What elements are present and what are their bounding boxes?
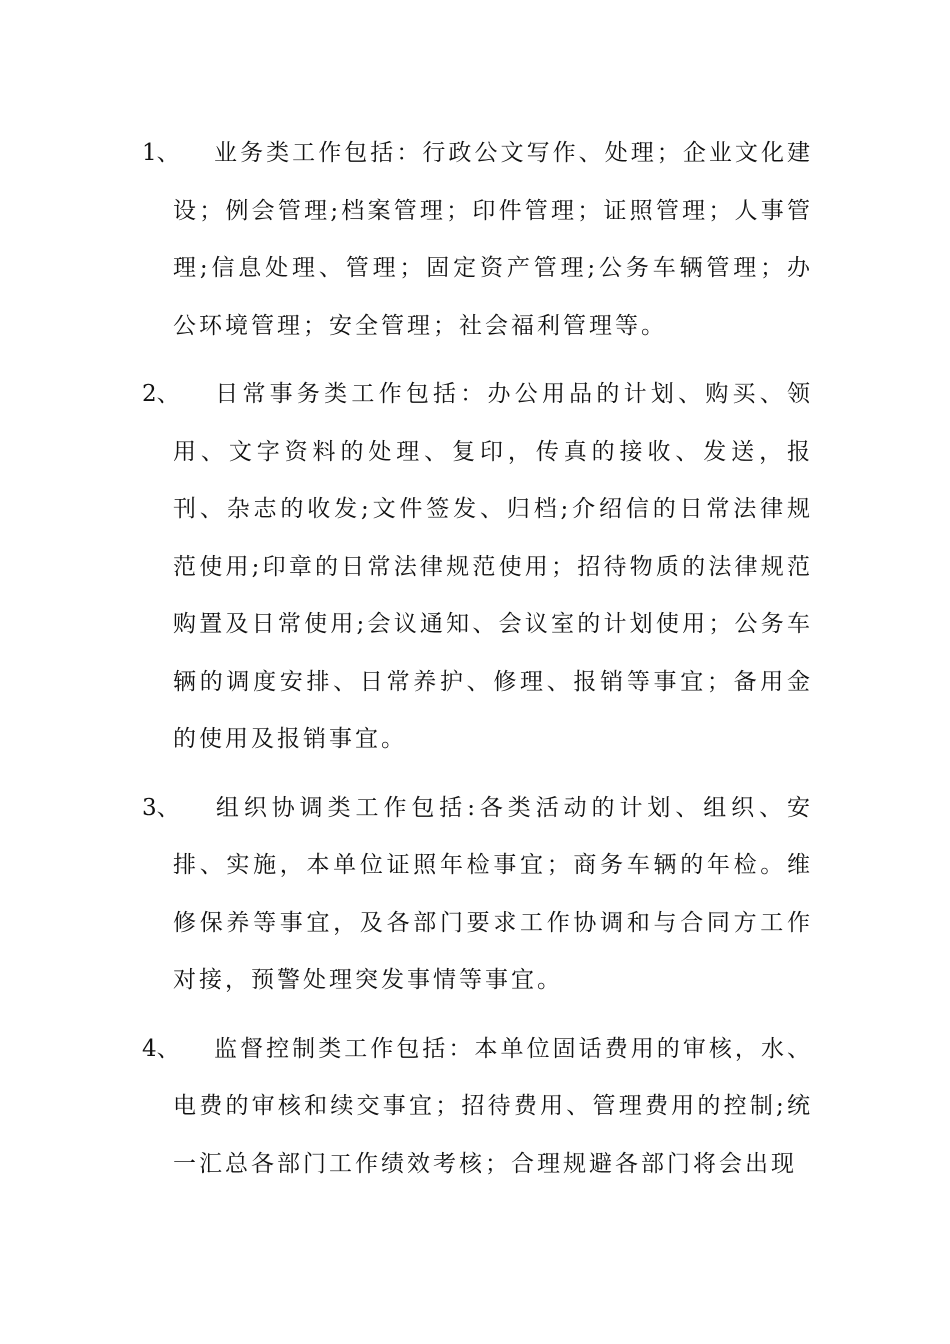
list-item [142,366,813,769]
item-text: 日常事务类工作包括：办公用品的计划、购买、领用、文字资料的处理、复印，传真的接收、发送，报刊、杂志的收发;文件签发、归档;介绍信的日常法律规范使用;印章的日常法律规范使用；招待物质的法律规范购置及日常使用;会议通知、会议室的计划使用；公务车辆的调度安排、日常养护、修理、报销等事宜；备用金的使用及报销事宜。 [173,381,813,752]
item-number: 3、 [142,794,180,821]
list-item [142,125,813,355]
list-item [142,780,813,1010]
item-number: 4、 [142,1035,180,1062]
item-text: 业务类工作包括：行政公文写作、处理；企业文化建设；例会管理;档案管理；印件管理；证照管理；人事管理;信息处理、管理；固定资产管理;公务车辆管理；办公环境管理；安全管理；社会福利管理等。 [173,140,813,339]
item-number: 2、 [142,381,180,407]
work-item-list [142,125,813,1204]
item-text: 监督控制类工作包括：本单位固话费用的审核，水、电费的审核和续交事宜；招待费用、管理费用的控制;统一汇总各部门工作绩效考核；合理规避各部门将会出现 [173,1035,813,1177]
item-text: 组织协调类工作包括:各类活动的计划、组织、安排、实施，本单位证照年检事宜；商务车辆的年检。维修保养等事宜，及各部门要求工作协调和与合同方工作对接，预警处理突发事情等事宜。 [173,794,813,993]
item-number: 1、 [142,140,180,166]
list-item [142,1021,813,1194]
